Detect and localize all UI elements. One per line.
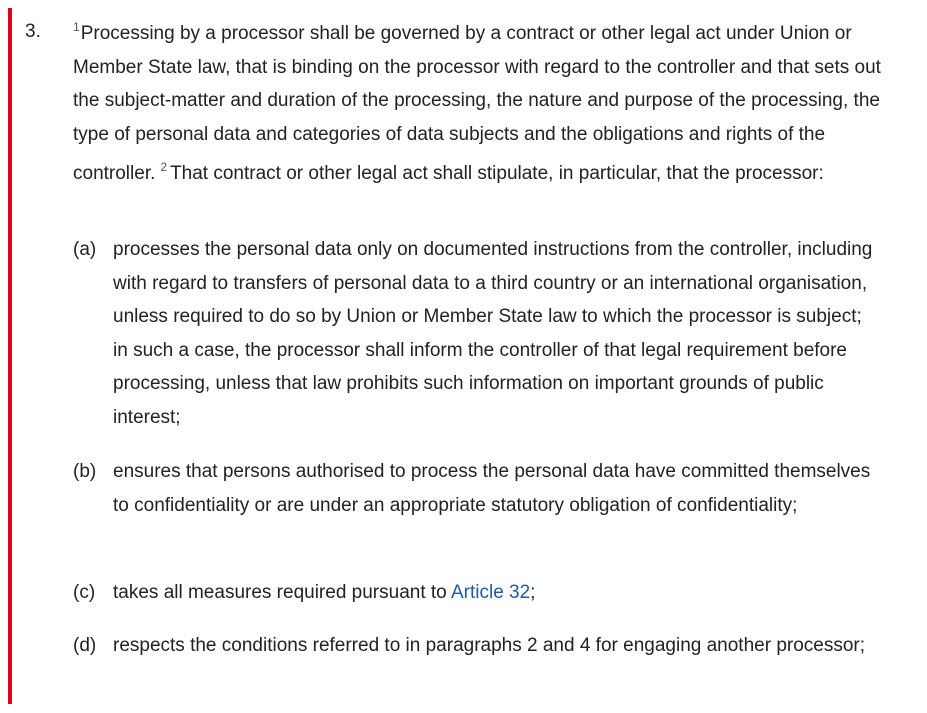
article-32-link[interactable]: Article 32 (450, 582, 531, 603)
sentence-2-marker: 2 (160, 160, 168, 175)
list-item-a-text: processes the personal data only on documented instructions from the controller, including with regard to transfers of personal data to a third country or an international organisation, unless required to do so by Union or Member State law to which the processor is subject; in such a case, the processor shall inform the controller of that legal requirement before processing, unless that law prohibits such information on important grounds of public interest; (113, 239, 873, 428)
paragraph-body (73, 11, 893, 191)
list-item-d-label: (d) (73, 635, 97, 656)
sentence-1-marker: 1 (73, 20, 80, 34)
change-marker-bar (8, 8, 12, 704)
list-item-d-text: respects the conditions referred to in paragraphs 2 and 4 for engaging another processor; (113, 635, 866, 656)
list-item-d (73, 629, 873, 663)
list-item-b (73, 455, 873, 522)
list-item-b-text: ensures that persons authorised to process the personal data have committed themselves to confidentiality or are under an appropriate statutory obligation of confidentiality; (113, 461, 871, 516)
list-item-a (73, 233, 873, 435)
list-item-c-text (113, 576, 873, 610)
sentence-2-text: That contract or other legal act shall stipulate, in particular, that the processor: (170, 163, 824, 185)
list-item-c-text-after: ; (530, 582, 536, 603)
list-item-b-label: (b) (73, 461, 97, 482)
list-item-c-label: (c) (73, 582, 96, 603)
paragraph-number: 3. (25, 21, 41, 42)
list-item-c (73, 576, 873, 610)
list-item-a-label: (a) (73, 239, 97, 260)
sentence-1-text: Processing by a processor shall be governed by a contract or other legal act under Union or Member State law, that is binding on the processor with regard to the controller and that sets out the subject-matter and duration of the processing, the nature and purpose of the processing, the type of personal data and categories of data subjects and the obligations and rights of the controller. (73, 23, 881, 185)
list-item-c-text-before: takes all measures required pursuant to (113, 582, 447, 603)
